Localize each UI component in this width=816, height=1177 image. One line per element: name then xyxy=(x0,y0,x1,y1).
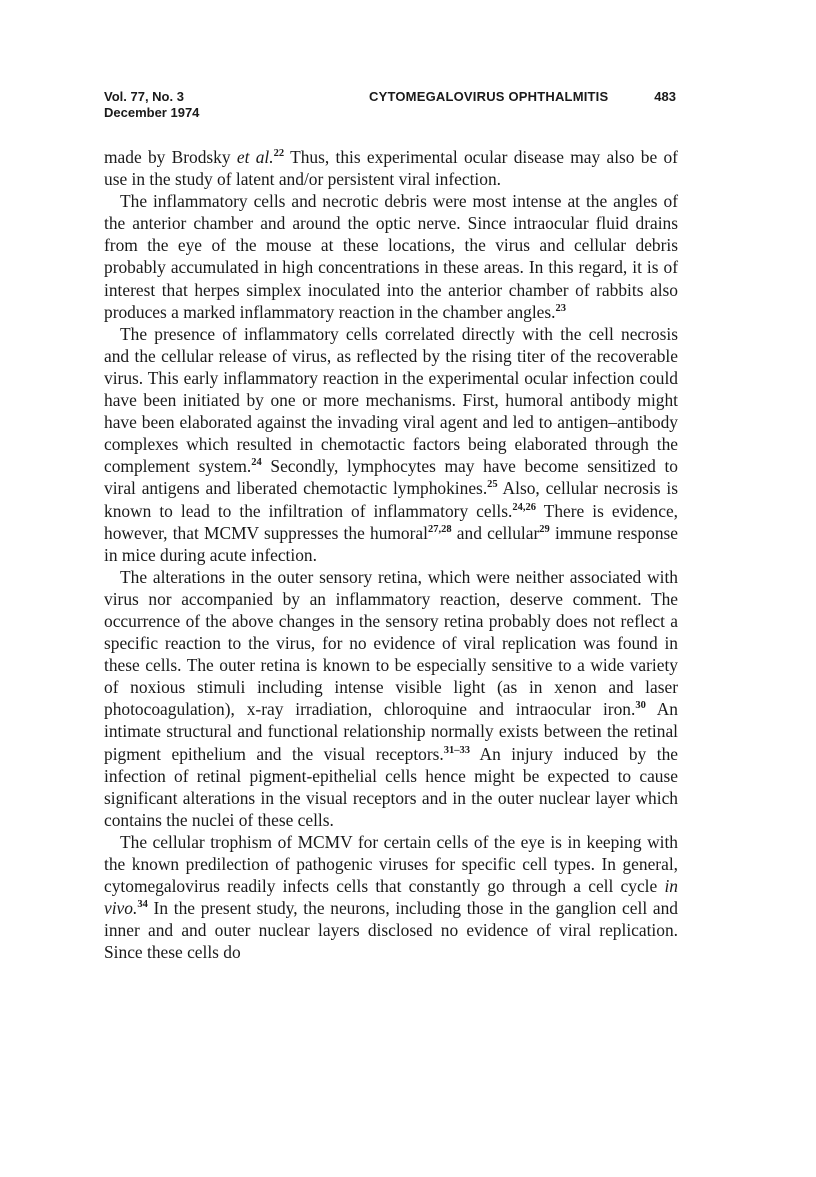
reference-superscript: 24 xyxy=(251,457,262,469)
reference-superscript: 25 xyxy=(487,479,498,491)
text-run: made by Brodsky xyxy=(104,147,237,167)
paragraph-2 xyxy=(104,190,678,323)
issue-info xyxy=(104,89,199,121)
reference-superscript: 30 xyxy=(635,700,646,712)
reference-superscript: 24,26 xyxy=(512,501,537,513)
text-run: The alterations in the outer sensory retina, which were neither associated with virus nor accompanied by an inflammatory reaction, deserve comment. The occurrence of the above changes in the sensory retina probably does not reflect a specific reaction to the virus, for no evidence of viral replication was found in these cells. The outer retina is known to be especially sensitive to a wide variety of noxious stimuli including intense visible light (as in xenon and laser photocoagulation), x-ray irradiation, chloroquine and intraocular iron. xyxy=(104,566,678,720)
reference-superscript: 23 xyxy=(555,302,566,314)
reference-superscript: 34 xyxy=(137,899,148,911)
text-run-italic: in vivo. xyxy=(104,876,678,919)
text-run-italic: et al. xyxy=(236,147,274,167)
reference-superscript: 29 xyxy=(539,523,550,535)
page-number: 483 xyxy=(654,89,676,104)
text-run: The presence of inflammatory cells correlated directly with the cell necrosis and the cellular release of virus, as reflected by the rising titer of the recoverable virus. This early inflammatory reaction in the experimental ocular infection could have been initiated by one or more mechanisms. First, humoral antibody might have been elaborated against the invading viral agent and led to antigen–antibody complexes which resulted in chemotactic factors being elaborated through the complement system. xyxy=(104,323,678,477)
paragraph-5 xyxy=(104,831,678,964)
text-run: In the present study, the neurons, including those in the ganglion cell and inner and and outer nuclear layers disclosed no evidence of viral replication. Since these cells do xyxy=(104,898,678,963)
running-head xyxy=(104,89,678,125)
reference-superscript: 27,28 xyxy=(427,523,452,535)
paragraph-3 xyxy=(104,323,678,566)
text-run: The inflammatory cells and necrotic debris were most intense at the angles of the anterior chamber and around the optic nerve. Since intraocular fluid drains from the eye of the mouse at these locations, the virus and cellular debris probably accumulated in high concentrations in these areas. In this regard, it is of interest that herpes simplex inoculated into the anterior chamber of rabbits also produces a marked inflammatory reaction in the chamber angles. xyxy=(104,191,678,322)
text-run: The cellular trophism of MCMV for certain cells of the eye is in keeping with the known predilection of pathogenic viruses for specific cell types. In general, cytomegalovirus readily infects cells that constantly go through a cell cycle xyxy=(104,831,678,897)
paragraph-4 xyxy=(104,566,678,831)
text-run: Thus, this experimental ocular disease may also be of use in the study of latent and/or persistent viral infection. xyxy=(104,147,678,190)
volume-issue: Vol. 77, No. 3 xyxy=(104,89,184,104)
article-body xyxy=(104,146,678,963)
text-run: Also, cellular necrosis is known to lead to the infiltration of inflammatory cells. xyxy=(104,478,678,521)
reference-superscript: 31–33 xyxy=(443,744,471,756)
text-run: Secondly, lymphocytes may have become sensitized to viral antigens and liberated chemotactic lymphokines. xyxy=(104,456,678,499)
text-run: and cellular xyxy=(451,522,540,543)
text-run: An intimate structural and functional relationship normally exists between the retinal pigment epithelium and the visual receptors. xyxy=(104,699,678,764)
text-run: There is evidence, however, that MCMV suppresses the humoral xyxy=(104,500,679,543)
text-run: An injury induced by the infection of retinal pigment-epithelial cells hence might be expected to cause significant alterations in the visual receptors and in the outer nuclear layer which contains the nuclei of these cells. xyxy=(104,743,678,830)
issue-date: December 1974 xyxy=(104,105,200,120)
running-title: CYTOMEGALOVIRUS OPHTHALMITIS xyxy=(369,89,609,104)
paragraph-1 xyxy=(104,146,678,190)
text-run: immune response in mice during acute infection. xyxy=(104,522,678,565)
reference-superscript: 22 xyxy=(273,148,285,160)
